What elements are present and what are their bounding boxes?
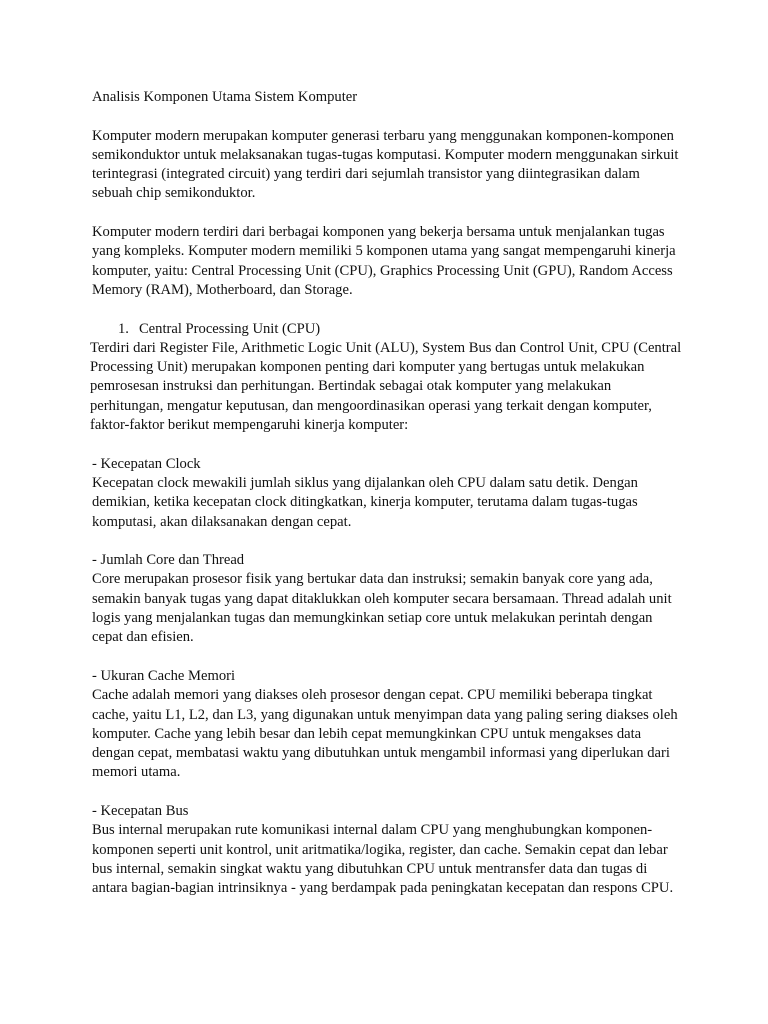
section-heading-text: Central Processing Unit (CPU) [138, 320, 321, 337]
section-number: 1. [118, 320, 129, 337]
intro-paragraph-1: Komputer modern merupakan komputer generasi terbaru yang menggunakan komponen-komponen semikonduktor untuk melaksanakan tugas-tugas komputasi. Komputer modern menggunakan sirkuit terintegrasi (integrated circuit) yang terdiri dari sejumlah transistor yang diintegrasikan dalam sebuah chip semikonduktor. [92, 127, 679, 202]
document-content [92, 88, 682, 918]
subsection-heading-bus: - Kecepatan Bus [92, 802, 189, 819]
intro-paragraph-2: Komputer modern terdiri dari berbagai komponen yang bekerja bersama untuk menjalankan tugas yang kompleks. Komputer modern memiliki 5 komponen utama yang sangat mempengaruhi kinerja komputer, yaitu: Central Processing Unit (CPU), Graphics Processing Unit (GPU), Random Access Memory (RAM), Motherboard, dan Storage. [92, 224, 676, 298]
subsection-body-bus: Bus internal merupakan rute komunikasi internal dalam CPU yang menghubungkan komponen-komponen seperti unit kontrol, unit aritmatika/logika, register, dan cache. Semakin cepat dan lebar bus internal, semakin singkat waktu yang dibutuhkan CPU untuk mentransfer data dan tugas di antara bagian-bagian intrinsiknya - yang berdampak pada peningkatan kecepatan dan respons CPU. [92, 822, 674, 897]
subsection-body-cache: Cache adalah memori yang diakses oleh prosesor dengan cepat. CPU memiliki beberapa tingkat cache, yaitu L1, L2, dan L3, yang digunakan untuk menyimpan data yang paling sering diakses oleh komputer. Cache yang lebih besar dan lebih cepat memungkinkan CPU untuk mengakses data dengan cepat, membatasi waktu yang dibutuhkan untuk mengambil informasi yang diperlukan dari memori utama. [92, 687, 678, 781]
subsection-heading-core-thread: - Jumlah Core dan Thread [92, 552, 245, 569]
subsection-heading-cache: - Ukuran Cache Memori [92, 667, 236, 684]
section-heading-cpu [92, 320, 682, 339]
document-title: Analisis Komponen Utama Sistem Komputer [92, 89, 358, 105]
section-body-cpu: Terdiri dari Register File, Arithmetic Logic Unit (ALU), System Bus dan Control Unit, CPU (Central Processing Unit) merupakan komponen penting dari komputer yang bertugas untuk melakukan pemrosesan instruksi dan perhitungan. Bertindak sebagai otak komputer yang melakukan perhitungan, mengatur keputusan, dan mengoordinasikan operasi yang terkait dengan komputer, faktor-faktor berikut mempengaruhi kinerja komputer: [90, 339, 682, 434]
subsection-body-clock: Kecepatan clock mewakili jumlah siklus yang dijalankan oleh CPU dalam satu detik. Dengan demikian, ketika kecepatan clock ditingkatkan, kinerja komputer, terutama dalam tugas-tugas komputasi, akan dilaksanakan dengan cepat. [92, 474, 638, 530]
subsection-body-core-thread: Core merupakan prosesor fisik yang bertukar data dan instruksi; semakin banyak core yang ada, semakin banyak tugas yang dapat ditaklukkan oleh komputer secara bersamaan. Thread adalah unit logis yang menjalankan tugas dan memungkinkan setiap core untuk melakukan perintah dengan cepat dan efisien. [92, 571, 672, 646]
subsection-heading-clock: - Kecepatan Clock [92, 455, 201, 472]
